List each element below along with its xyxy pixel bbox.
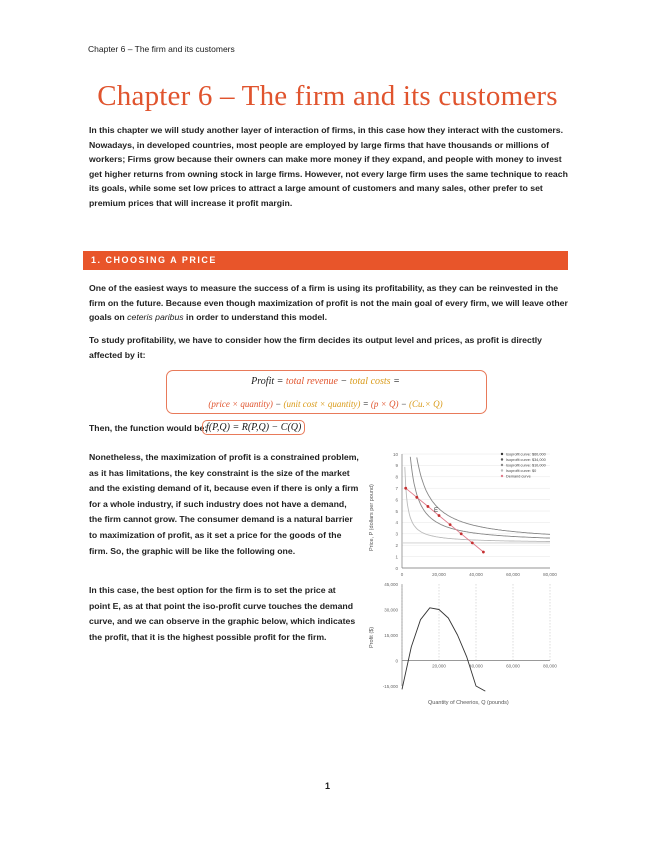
legend-marker	[501, 453, 503, 455]
x-tick-label: 20,000	[432, 663, 446, 669]
y-tick-label: 3	[395, 531, 398, 537]
y-tick-label: 2	[395, 543, 398, 548]
formula-minus-2: −	[272, 399, 284, 409]
p1-emphasis: ceteris paribus	[127, 312, 184, 323]
demand-point	[404, 487, 407, 490]
legend-marker	[501, 458, 503, 460]
legend-marker	[501, 464, 503, 466]
x-tick-label: 40,000	[469, 663, 483, 669]
legend-entry: Isoprofit curve: $60,000	[506, 452, 546, 457]
x-tick-label: 60,000	[506, 572, 520, 577]
legend-marker	[501, 475, 503, 477]
formula-price-quantity: (price × quantity)	[208, 399, 273, 409]
demand-point	[449, 523, 452, 526]
profit-function: f(P,Q) = R(P,Q) − C(Q)	[202, 420, 305, 435]
x-tick-label: 40,000	[469, 572, 483, 577]
formula-equals-2: =	[360, 399, 371, 409]
formula-pq: (p × Q)	[370, 399, 399, 409]
profit-line	[402, 608, 485, 691]
formula-cuq: (Cu.× Q)	[409, 399, 443, 409]
y-tick-label: 4	[395, 520, 398, 526]
x-tick-label: 80,000	[543, 572, 557, 577]
bottom-y-axis-label: Profit ($)	[369, 626, 375, 648]
y-tick-label: 10	[392, 451, 398, 457]
profit-chart	[362, 578, 562, 710]
paragraph-constraint: Nonetheless, the maximization of profit is a constrained problem, as it has limitations, the key constraint is the size of the market and the existing demand of it, because even if there is only a firm for a whole industry, if such industry does not have a demand, the firm cannot grow. The consumer demand is a natural barrier to maximization of profit, as it set a price for the goods of the firm. So, the graphic will be like the following one.	[89, 452, 359, 556]
x-tick-label: 20,000	[432, 572, 446, 577]
paragraph-profitability	[89, 281, 569, 325]
formula-line-1	[166, 376, 485, 387]
y-tick-label: 5	[395, 508, 398, 514]
formula-unit-cost: (unit cost × quantity)	[283, 399, 361, 409]
chapter-title: Chapter 6 – The firm and its customers	[97, 80, 558, 112]
top-y-axis-label: Price, P (dollars per pound)	[369, 484, 375, 551]
y-tick-label: 1	[395, 554, 398, 560]
demand-point	[415, 496, 418, 499]
point-e-label: E	[434, 508, 439, 514]
formula-minus-3: −	[398, 399, 410, 409]
bottom-axes	[402, 584, 550, 686]
x-tick-label: 80,000	[543, 663, 557, 669]
demand-curve	[404, 487, 485, 554]
y-tick-label: 9	[395, 463, 398, 469]
p1-text-a: One of the easiest ways to measure the success of a firm is using its profitability, as they can be reinvested in the firm on the future. Because even though maximization of profit is not the main goal of every firm, we will leave other goals on	[89, 283, 568, 323]
y-tick-label: 0	[395, 565, 398, 571]
y-tick-label: 15,000	[384, 632, 398, 638]
legend-marker	[501, 469, 503, 471]
demand-point	[438, 514, 441, 517]
intro-paragraph: In this chapter we will study another layer of interaction of firms, in this case how they interact with the customers. Nowadays, in developed countries, most people are employed by large firms that have thousands or millions of workers; Firms grow because their owners can make more money if they expand, and people with money to invest get higher returns from owning stock in large firms. However, not every large firm uses the same technique to reach its goals, while some set low prices to attract a large amount of customers and many sales, other prefer to set premium prices that will increase it profit margin.	[89, 125, 568, 208]
page-number: 1	[324, 781, 330, 791]
y-tick-label: 6	[395, 497, 398, 503]
x-tick-label: 60,000	[506, 663, 520, 669]
y-tick-label: 30,000	[384, 607, 398, 613]
formula-profit: Profit =	[251, 376, 286, 387]
legend-entry: Isoprofit curve: $10,000	[506, 463, 546, 468]
y-tick-label: 45,000	[384, 581, 398, 587]
y-tick-label: -15,000	[382, 683, 398, 689]
legend-entry: Isoprofit curve: $0	[506, 469, 537, 474]
formula-equals: =	[390, 376, 400, 387]
section-heading: 1. CHOOSING A PRICE	[91, 255, 217, 265]
paragraph-output-level: To study profitability, we have to consider how the firm decides its output level and prices, as profit is directly affected by it:	[89, 335, 542, 360]
formula-minus: −	[337, 376, 350, 387]
y-tick-label: 0	[395, 658, 398, 664]
chart-legend	[501, 453, 546, 479]
demand-point	[471, 542, 474, 545]
p1-text-b: in order to understand this model.	[183, 312, 327, 323]
demand-point	[427, 505, 430, 508]
legend-entry: Demand curve	[506, 474, 531, 479]
demand-point	[482, 551, 485, 554]
y-tick-label: 7	[395, 486, 398, 491]
formula-line-2	[166, 399, 485, 409]
section-heading-bar	[83, 251, 568, 270]
formula-costs: total costs	[349, 376, 391, 387]
x-tick-label: 0	[400, 572, 404, 577]
bottom-tick-labels	[383, 582, 558, 689]
formula-revenue: total revenue	[285, 376, 338, 387]
isoprofit-chart	[362, 446, 562, 584]
paragraph-point-e: In this case, the best option for the firm is to set the price at point E, as at that point the iso-profit curve touches the demand curve, and we can observe in the graphic below, which indicates the profit, that it is the highest possible profit for the firm.	[89, 585, 356, 642]
function-intro: Then, the function would be:	[89, 423, 208, 433]
bottom-x-axis-label: Quantity of Cheerios, Q (pounds)	[428, 700, 509, 706]
page-header: Chapter 6 – The firm and its customers	[88, 44, 235, 54]
legend-entry: Isoprofit curve: $34,000	[506, 458, 546, 463]
demand-point	[460, 532, 463, 535]
profit-curve	[402, 608, 485, 691]
y-tick-label: 8	[395, 474, 398, 480]
